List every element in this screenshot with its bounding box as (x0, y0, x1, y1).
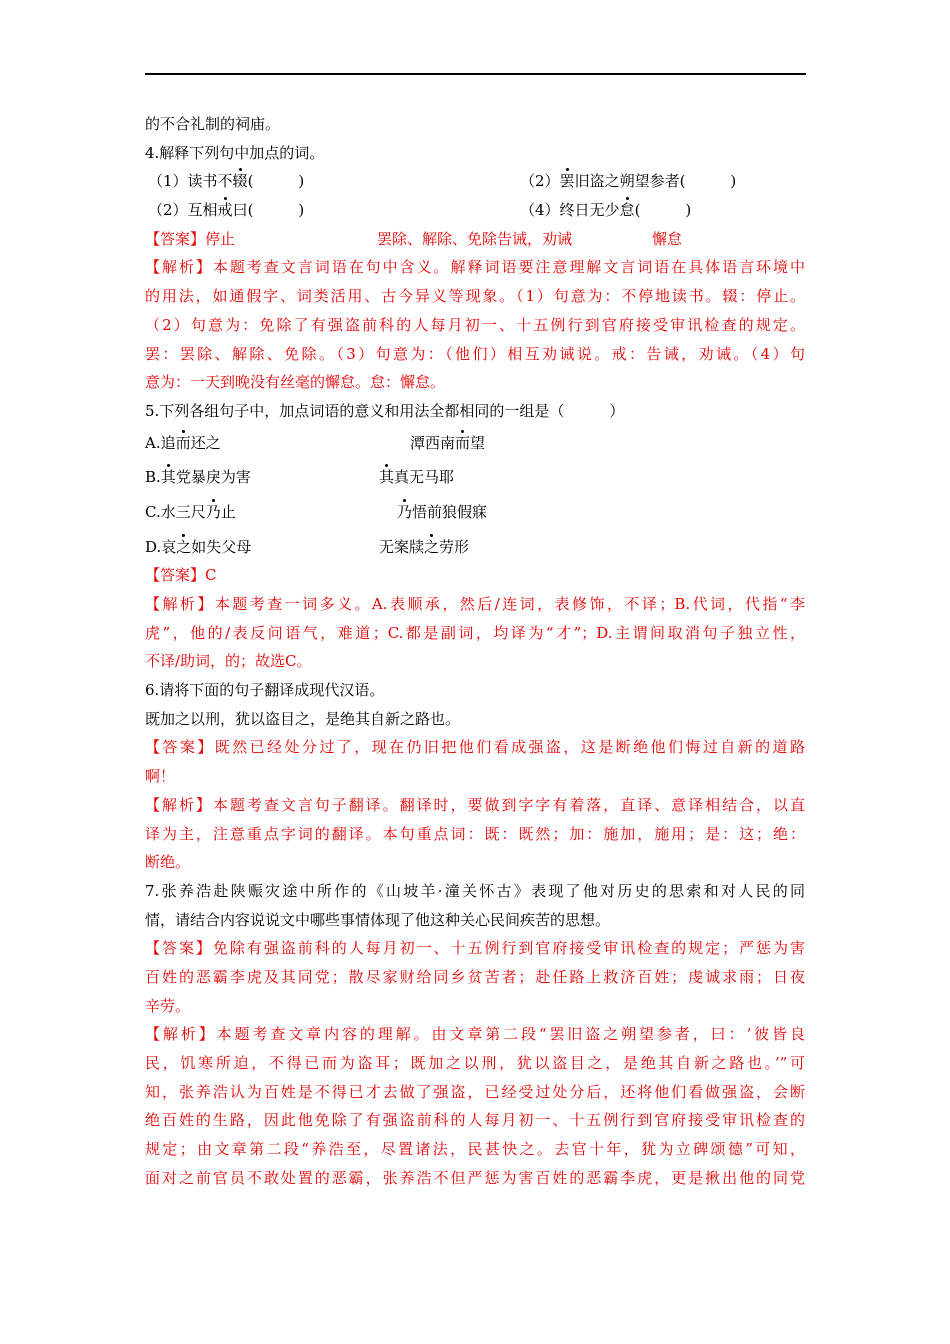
q5-answer: 【答案】C (145, 566, 217, 585)
q4-analysis-line: 意为：一天到晚没有丝毫的懈怠。怠：懈怠。 (145, 373, 446, 392)
q6-sentence: 既加之以刑，犹以盗目之，是绝其自新之路也。 (145, 709, 461, 728)
q7-analysis-line: 知，张养浩认为百姓是不得已才去做了强盗，已经受过处分后，还将他们看做强盗，会断 (145, 1082, 805, 1101)
answer-tag: 【答案】 (145, 229, 206, 248)
emphasis-dot-char: 怠 (620, 196, 635, 225)
q5-option-c: C.水三尺乃止 乃悟前狼假寐 (145, 498, 805, 527)
q6-analysis-line: 译为主，注意重点字词的翻译。本句重点词：既：既然；加：施加，施用；是：这；绝： (145, 824, 805, 843)
q7-analysis-line: 规定；由文章第二段“养浩至，尽置诸法，民甚快之。去官十年，犹为立碑颂德”可知， (145, 1140, 805, 1159)
emphasis-dot-char: 之 (176, 533, 191, 562)
q4-analysis-line: 的用法，如通假字、词类活用、古今异义等现象。（1）句意为：不停地读书。辍：停止。 (145, 287, 805, 306)
q4-items-row-1 (145, 167, 805, 196)
emphasis-dot-char: 其 (161, 463, 176, 492)
analysis-tag: 【解析】 (145, 795, 213, 814)
header-rule (145, 73, 806, 75)
q4-items-row-2 (145, 196, 805, 225)
answer-tag: 【答案】 (145, 566, 206, 585)
q5-option-b: B.其党暴戾为害 其真无马耶 (145, 463, 805, 492)
q4-analysis-line: 【解析】本题考查文言词语在句中含义。解释词语要注意理解文言词语在具体语言环境中 (145, 258, 805, 277)
answer-tag: 【答案】 (145, 738, 215, 757)
q6-stem: 6.请将下面的句子翻译成现代汉语。 (145, 681, 385, 700)
q6-analysis-line: 【解析】本题考查文言句子翻译。翻译时，要做到字字有着落，直译、意译相结合，以直 (145, 795, 805, 814)
analysis-tag: 【解析】 (145, 1025, 217, 1044)
q6-analysis-line: 断绝。 (145, 853, 191, 872)
q4-answer: 【答案】 停止 罢除、解除、免除 告诫，劝诫 懈怠 (145, 225, 805, 254)
q5-analysis-line: 不译/助词，的；故选C。 (145, 652, 312, 671)
q7-answer-line: 百姓的恶霸李虎及其同党；散尽家财给同乡贫苦者；赴任路上救济百姓；虔诚求雨；日夜 (145, 967, 805, 986)
emphasis-dot-char: 其 (379, 463, 394, 492)
q7-answer-line: 辛劳。 (145, 996, 191, 1015)
emphasis-dot-char: 而 (455, 429, 470, 458)
emphasis-dot-char: 乃 (397, 498, 412, 527)
emphasis-dot-char: 之 (424, 533, 439, 562)
q4-stem: 4.解释下列句中加点的词。 (145, 143, 325, 162)
q4-item-1: （1）读书不辍( ) (148, 167, 520, 196)
q6-answer-line: 啊！ (145, 767, 176, 786)
q7-analysis-line: 绝百姓的生路，因此他免除了有强盗前科的人每月初一、十五例行到官府接受审讯检查的 (145, 1111, 805, 1130)
q5-stem: 5.下列各组句子中，加点词语的意义和用法全都相同的一组是（ ） (145, 401, 625, 420)
q4-analysis-line: 罢：罢除、解除、免除。（3）句意为：（他们）相互劝诫说。戒：告诫，劝诫。（4）句 (145, 344, 805, 363)
q7-analysis-line: 面对之前官员不敢处置的恶霸，张养浩不但严惩为害百姓的恶霸李虎，更是揪出他的同党 (145, 1168, 805, 1187)
q7-analysis-line: 民，饥寒所迫，不得已而为盗耳；既加之以刑，犹以盗目之，是绝其自新之路也。’”可 (145, 1054, 805, 1072)
answer-tag: 【答案】 (145, 939, 213, 958)
emphasis-dot-char: 戒 (218, 196, 233, 225)
analysis-tag: 【解析】 (145, 595, 215, 613)
emphasis-dot-char: 辍 (233, 167, 248, 196)
q5-analysis-line: 虎”，他的/表反问语气，难道；C.都是副词，均译为“才”；D.主谓间取消句子独立性， (145, 623, 805, 642)
analysis-tag: 【解析】 (145, 258, 213, 277)
emphasis-dot-char: 乃 (206, 498, 221, 527)
q5-option-d: D.哀之如失父母 无案牍之劳形 (145, 533, 805, 562)
q4-analysis-line: （2）句意为：免除了有强盗前科的人每月初一、十五例行到官府接受审讯检查的规定。 (145, 315, 805, 334)
emphasis-dot-char: 而 (176, 429, 191, 458)
q7-stem-line: 情，请结合内容说说文中哪些事情体现了他这种关心民间疾苦的思想。 (145, 910, 611, 929)
q4-item-2: （2）罢旧盗之朔望参者( ) (520, 167, 736, 196)
q7-analysis-line: 【解析】本题考查文章内容的理解。由文章第二段“罢旧盗之朔望参者，曰：‘彼皆良 (145, 1025, 805, 1044)
q6-answer-line: 【答案】既然已经处分过了，现在仍旧把他们看成强盗，这是断绝他们悔过自新的道路 (145, 738, 805, 757)
q4-item-3: （2）互相戒曰( ) (148, 196, 520, 225)
document-body (145, 110, 805, 1192)
q4-item-4: （4）终日无少怠( ) (520, 196, 691, 225)
text-line: 的不合礼制的祠庙。 (145, 115, 281, 133)
q5-option-a: A.追而还之 潭西南而望 (145, 429, 805, 458)
q7-answer-line: 【答案】免除有强盗前科的人每月初一、十五例行到官府接受审讯检查的规定；严惩为害 (145, 939, 805, 958)
emphasis-dot-char: 罢 (560, 167, 575, 196)
q5-analysis-line: 【解析】本题考查一词多义。A.表顺承，然后/连词，表修饰，不译；B.代词，代指“李 (145, 595, 805, 613)
q7-stem-line: 7.张养浩赴陕赈灾途中所作的《山坡羊·潼关怀古》表现了他对历史的思索和对人民的同 (145, 881, 805, 900)
